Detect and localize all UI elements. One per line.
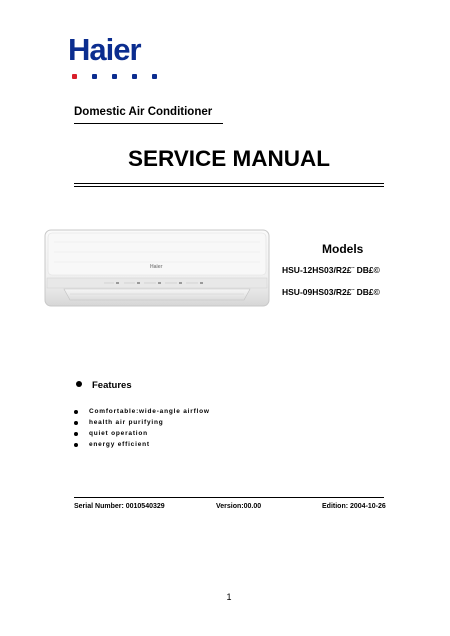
bullet-icon <box>74 432 78 436</box>
haier-logo <box>68 34 176 84</box>
title-divider <box>74 186 384 187</box>
logo-dot <box>92 74 97 79</box>
logo-wordmark: Haier <box>68 32 141 67</box>
edition-date: Edition: 2004-10-26 <box>322 503 386 510</box>
feature-text: health air purifying <box>89 419 164 426</box>
bullet-icon <box>74 410 78 414</box>
bullet-icon <box>74 443 78 447</box>
air-conditioner-icon <box>44 228 270 308</box>
footer-divider <box>74 497 384 498</box>
logo-dot <box>112 74 117 79</box>
bullet-icon <box>74 421 78 425</box>
serial-number: Serial Number: 0010540329 <box>74 503 165 510</box>
features-heading: Features <box>92 380 132 391</box>
page-title: SERVICE MANUAL <box>127 146 331 171</box>
logo-dot <box>132 74 137 79</box>
feature-text: quiet operation <box>89 430 148 437</box>
title-divider <box>74 183 384 184</box>
feature-text: energy efficient <box>89 441 150 448</box>
air-conditioner-image <box>44 228 270 308</box>
features-bullet <box>76 381 82 387</box>
models-heading: Models <box>322 242 364 256</box>
version: Version:00.00 <box>216 503 262 510</box>
feature-text: Comfortable:wide-angle airflow <box>89 408 210 415</box>
document-type: Domestic Air Conditioner <box>74 106 213 118</box>
page-number: 1 <box>226 592 232 602</box>
unit-brand-label: Haier <box>150 264 163 270</box>
doc-type-underline <box>74 123 223 124</box>
logo-dot <box>72 74 77 79</box>
model-number: HSU-09HS03/R2£¨ DB£© <box>282 287 380 297</box>
logo-dot <box>152 74 157 79</box>
model-number: HSU-12HS03/R2£¨ DB£© <box>282 265 380 275</box>
logo-dots <box>72 74 172 80</box>
